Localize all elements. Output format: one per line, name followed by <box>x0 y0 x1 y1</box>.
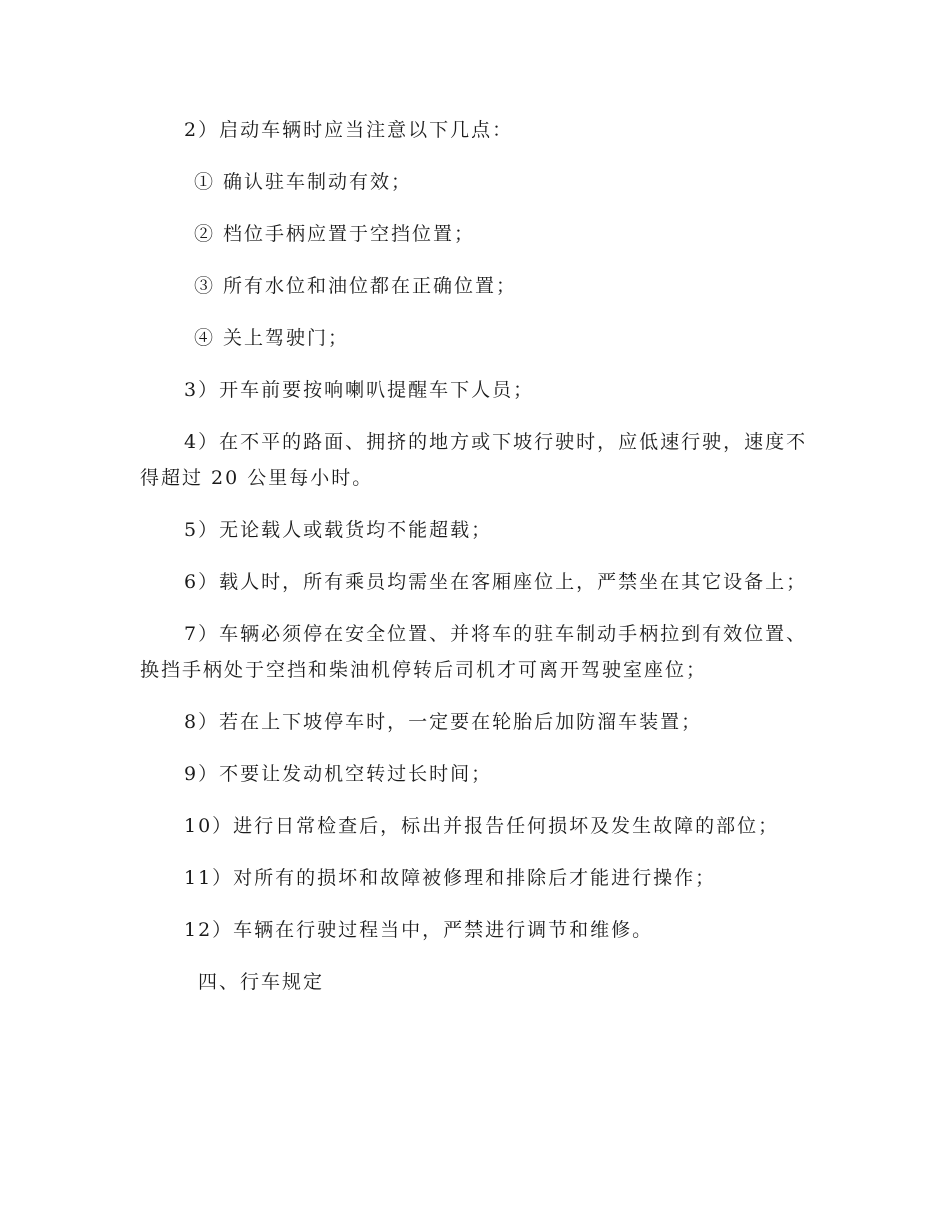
document-body <box>140 112 810 1016</box>
paragraph-sub-3: ③ 所有水位和油位都在正确位置； <box>194 275 518 297</box>
section-heading: 四、行车规定 <box>198 971 325 993</box>
paragraph-sub-4: ④ 关上驾驶门； <box>194 327 350 349</box>
paragraph-item-8: 8）若在上下坡停车时，一定要在轮胎后加防溜车装置； <box>184 711 703 733</box>
paragraph-sub-1: ① 确认驻车制动有效； <box>194 171 413 193</box>
paragraph-item-6: 6）载人时，所有乘员均需坐在客厢座位上，严禁坐在其它设备上； <box>184 571 808 593</box>
paragraph-item-5: 5）无论载人或载货均不能超载； <box>184 519 493 541</box>
paragraph-item-11: 11）对所有的损坏和故障被修理和排除后才能进行操作； <box>184 867 717 889</box>
paragraph-item-10: 10）进行日常检查后，标出并报告任何损坏及发生故障的部位； <box>184 815 780 837</box>
paragraph-sub-2: ② 档位手柄应置于空挡位置； <box>194 223 476 245</box>
paragraph-item-9: 9）不要让发动机空转过长时间； <box>184 763 493 785</box>
paragraph-item-4: 4）在不平的路面、拥挤的地方或下坡行驶时，应低速行驶，速度不得超过 20 公里每小时。 <box>140 431 808 489</box>
paragraph-item-7: 7）车辆必须停在安全位置、并将车的驻车制动手柄拉到有效位置、换挡手柄处于空挡和柴油机停转后司机才可离开驾驶室座位； <box>140 623 808 681</box>
paragraph-item-3: 3）开车前要按响喇叭提醒车下人员； <box>184 379 535 401</box>
paragraph-item-12: 12）车辆在行驶过程当中，严禁进行调节和维修。 <box>184 919 654 941</box>
paragraph-item-2: 2）启动车辆时应当注意以下几点： <box>184 119 514 141</box>
